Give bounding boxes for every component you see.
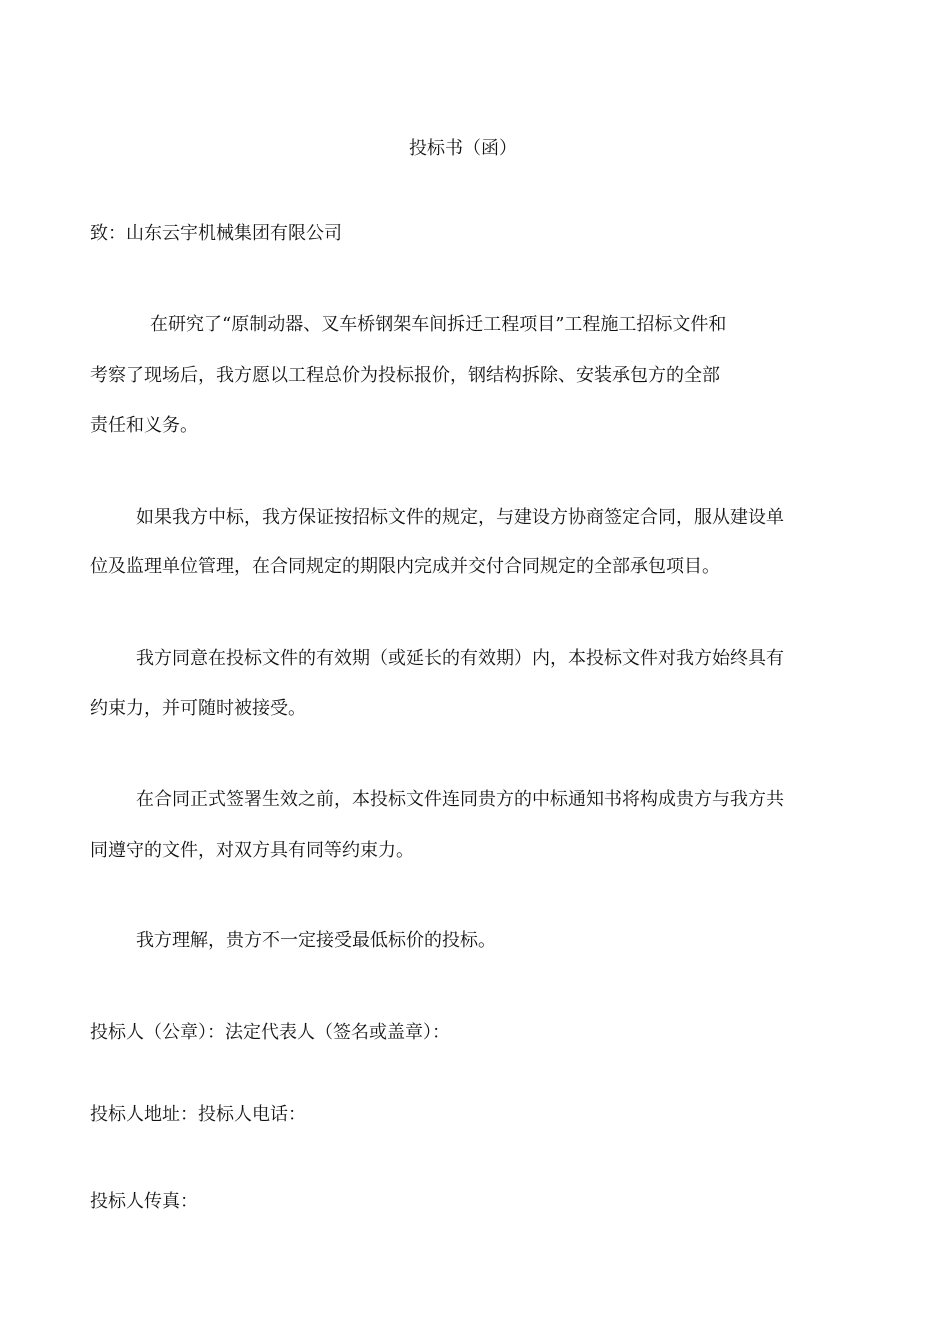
paragraph-line: 在合同正式签署生效之前，本投标文件连同贵方的中标通知书将构成贵方与我方共 [136,789,784,810]
paragraph-line: 责任和义务。 [90,415,198,436]
paragraph-line: 同遵守的文件，对双方具有同等约束力。 [90,840,414,861]
bidder-fax-line: 投标人传真： [90,1191,198,1212]
document-title: 投标书（函） [409,138,517,159]
bidder-seal-line: 投标人（公章）：法定代表人（签名或盖章）： [90,1022,450,1043]
paragraph-line: 位及监理单位管理，在合同规定的期限内完成并交付合同规定的全部承包项目。 [90,556,720,577]
paragraph-line: 我方同意在投标文件的有效期（或延长的有效期）内，本投标文件对我方始终具有 [136,648,784,669]
paragraph-line: 如果我方中标，我方保证按招标文件的规定，与建设方协商签定合同，服从建设单 [136,507,784,528]
paragraph-line: 约束力，并可随时被接受。 [90,698,306,719]
bidder-address-phone-line: 投标人地址：投标人电话： [90,1104,306,1125]
addressee-line: 致：山东云宇机械集团有限公司 [90,223,342,244]
paragraph-line: 考察了现场后，我方愿以工程总价为投标报价，钢结构拆除、安装承包方的全部 [90,365,720,386]
paragraph-line: 在研究了“原制动器、叉车桥钢架车间拆迁工程项目”工程施工招标文件和 [150,314,727,335]
paragraph-line: 我方理解，贵方不一定接受最低标价的投标。 [136,930,496,951]
